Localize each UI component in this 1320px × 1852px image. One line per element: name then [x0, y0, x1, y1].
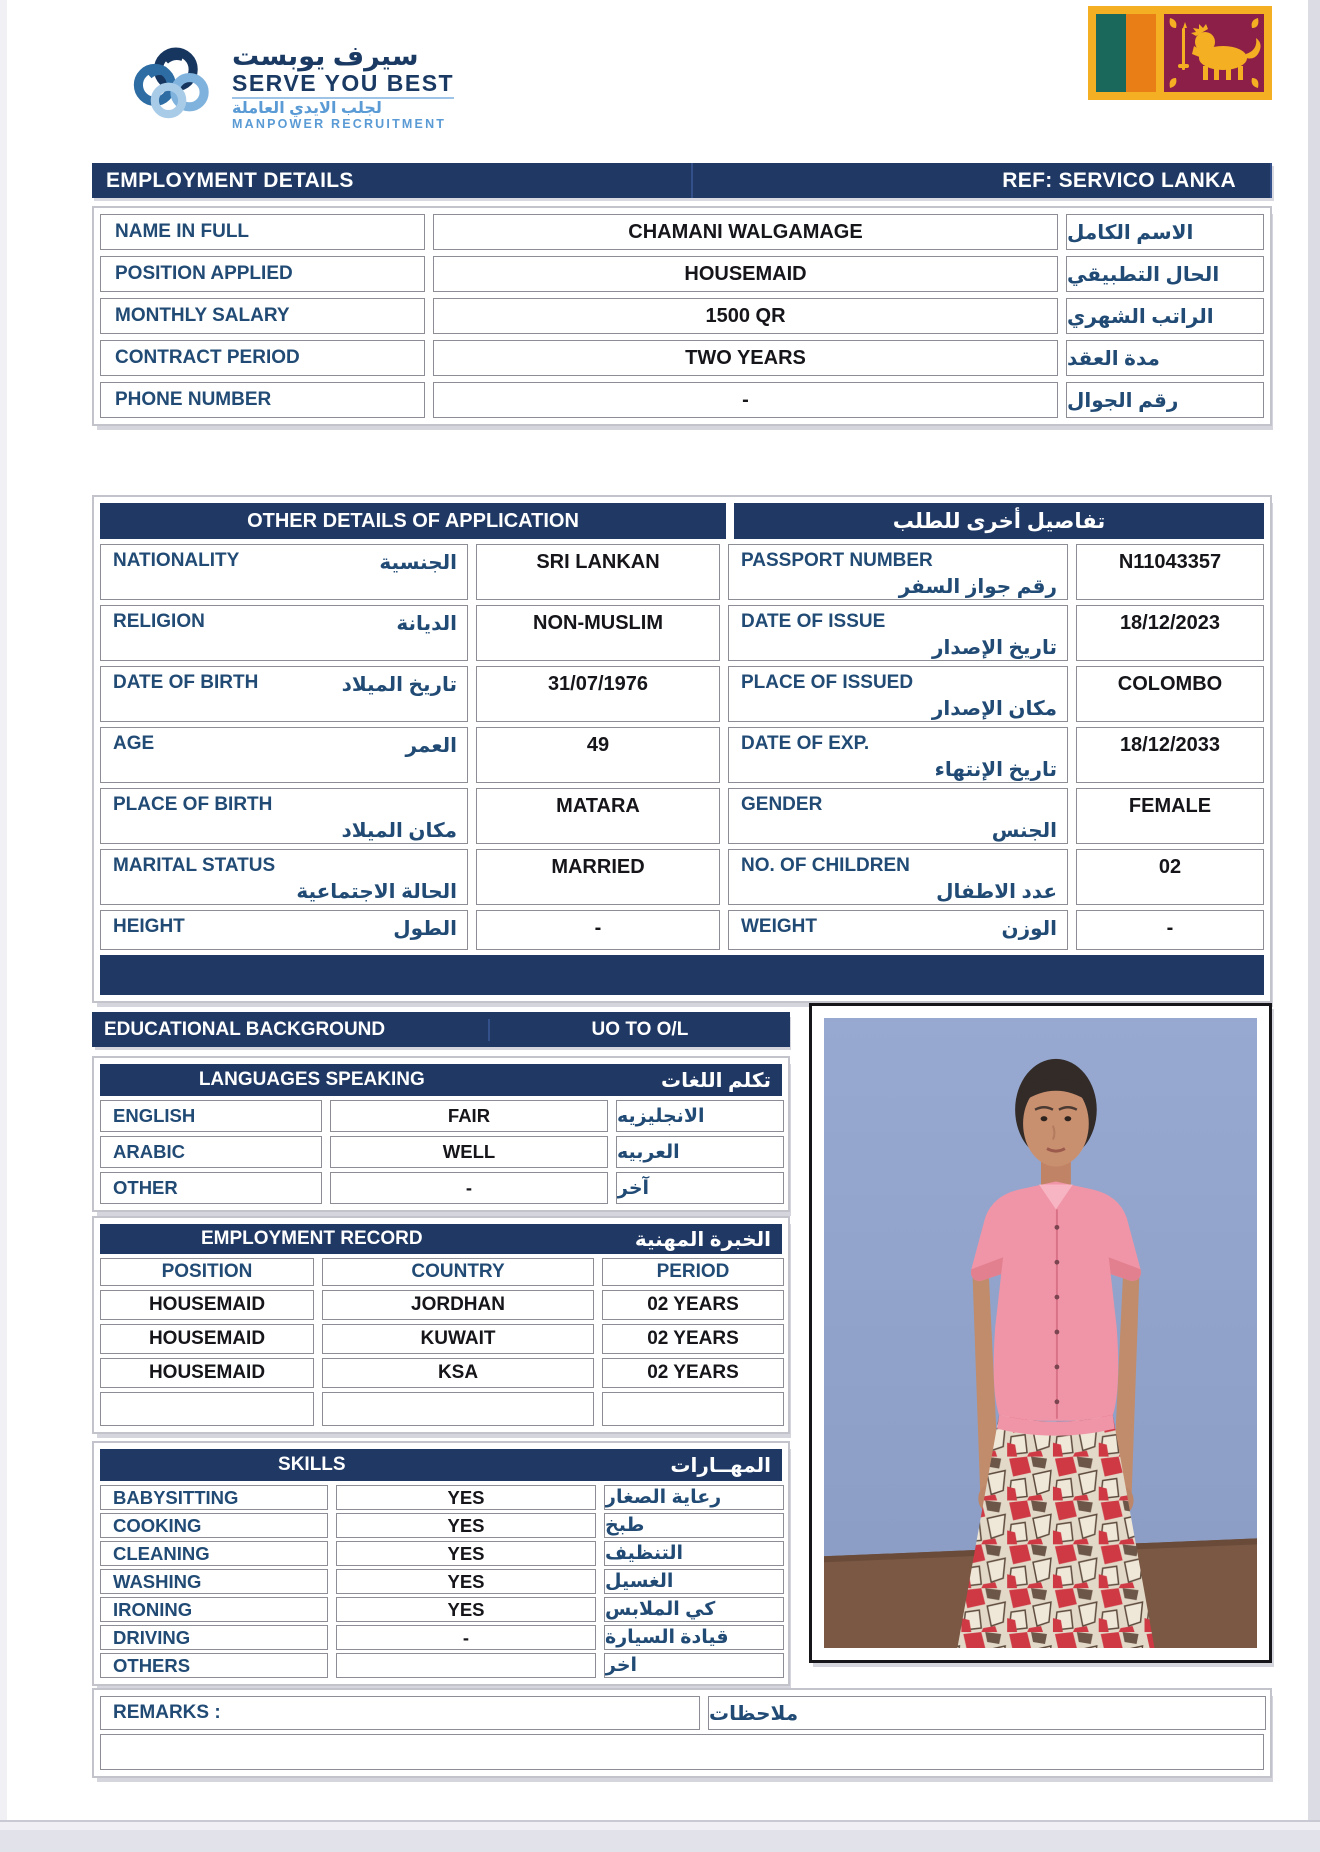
record-position: HOUSEMAID	[100, 1290, 314, 1320]
record-position: HOUSEMAID	[100, 1358, 314, 1388]
row-value: TWO YEARS	[433, 340, 1058, 376]
field-date-of-issue-value: 18/12/2023	[1076, 605, 1264, 661]
applicant-photo	[809, 1003, 1272, 1663]
remarks-arabic-label: ملاحظات	[708, 1696, 1266, 1730]
field-religion: RELIGION الديانة	[100, 605, 468, 661]
field-date-of-birth: DATE OF BIRTH تاريخ الميلاد	[100, 666, 468, 722]
employment-details-bar	[92, 163, 1272, 198]
scan-edge-left	[0, 0, 7, 1852]
column-header-position: POSITION	[100, 1258, 314, 1286]
field-gender: GENDER الجنس	[728, 788, 1068, 844]
row-value: -	[433, 382, 1058, 418]
skills-table	[92, 1441, 790, 1686]
sri-lanka-flag-icon	[1088, 6, 1272, 100]
field-height-value: -	[476, 910, 720, 950]
row-value: CHAMANI WALGAMAGE	[433, 214, 1058, 250]
field-nationality: NATIONALITY الجنسية	[100, 544, 468, 600]
record-country	[322, 1392, 594, 1426]
record-period	[602, 1392, 784, 1426]
record-position: HOUSEMAID	[100, 1324, 314, 1354]
navy-divider-strip	[100, 955, 1264, 995]
record-position	[100, 1392, 314, 1426]
field-passport-number: PASSPORT NUMBER رقم جواز السفر	[728, 544, 1068, 600]
skill-name: WASHING	[100, 1569, 328, 1594]
section-title-english: OTHER DETAILS OF APPLICATION	[100, 503, 726, 539]
remarks-label: REMARKS :	[100, 1696, 700, 1730]
field-date-of-birth-value: 31/07/1976	[476, 666, 720, 722]
remarks-table	[92, 1688, 1272, 1778]
column-header-period: PERIOD	[602, 1258, 784, 1286]
skill-arabic: قيادة السيارة	[604, 1625, 784, 1650]
language-level: -	[330, 1172, 608, 1204]
skills-title-english: SKILLS	[278, 1454, 346, 1475]
skill-arabic: كي الملابس	[604, 1597, 784, 1622]
field-weight-value: -	[1076, 910, 1264, 950]
field-age-value: 49	[476, 727, 720, 783]
row-label: CONTRACT PERIOD	[100, 340, 425, 376]
language-level: WELL	[330, 1136, 608, 1168]
employment-details-table	[92, 206, 1272, 426]
employment-record-title-english: EMPLOYMENT RECORD	[200, 1228, 423, 1249]
row-arabic-label: الاسم الكامل	[1066, 214, 1264, 250]
row-value: HOUSEMAID	[433, 256, 1058, 292]
field-place-of-birth-value: MATARA	[476, 788, 720, 844]
field-gender-value: FEMALE	[1076, 788, 1264, 844]
languages-title-arabic: تكلم اللغات	[661, 1069, 771, 1092]
row-arabic-label: الراتب الشهري	[1066, 298, 1264, 334]
field-date-of-issue: DATE OF ISSUE تاريخ الإصدار	[728, 605, 1068, 661]
languages-title-english: LANGUAGES SPEAKING	[198, 1069, 425, 1090]
skill-value: YES	[336, 1513, 596, 1538]
other-details-table	[92, 495, 1272, 1003]
column-header-country: COUNTRY	[322, 1258, 594, 1286]
record-period: 02 YEARS	[602, 1290, 784, 1320]
field-weight: WEIGHT الوزن	[728, 910, 1068, 950]
section-title-arabic: تفاصيل أخرى للطلب	[734, 503, 1264, 539]
skill-value: YES	[336, 1569, 596, 1594]
field-no-of-children: NO. OF CHILDREN عدد الاطفال	[728, 849, 1068, 905]
skills-title-arabic: المهــارات	[670, 1454, 771, 1477]
skill-name: IRONING	[100, 1597, 328, 1622]
record-country: KSA	[322, 1358, 594, 1388]
record-country: KUWAIT	[322, 1324, 594, 1354]
logo-arabic-tagline: لجلب الايدي العاملة	[232, 99, 382, 117]
language-level: FAIR	[330, 1100, 608, 1132]
field-marital-status-value: MARRIED	[476, 849, 720, 905]
skill-name: OTHERS	[100, 1653, 328, 1678]
row-label: NAME IN FULL	[100, 214, 425, 250]
field-date-of-exp-value: 18/12/2033	[1076, 727, 1264, 783]
skill-value: YES	[336, 1597, 596, 1622]
skill-name: BABYSITTING	[100, 1485, 328, 1510]
skill-name: CLEANING	[100, 1541, 328, 1566]
skill-value: YES	[336, 1541, 596, 1566]
field-place-of-birth: PLACE OF BIRTH مكان الميلاد	[100, 788, 468, 844]
language-name: ENGLISH	[100, 1100, 322, 1132]
field-no-of-children-value: 02	[1076, 849, 1264, 905]
skill-arabic: اخر	[604, 1653, 784, 1678]
field-nationality-value: SRI LANKAN	[476, 544, 720, 600]
employment-record-table	[92, 1216, 790, 1434]
row-label: PHONE NUMBER	[100, 382, 425, 418]
languages-table	[92, 1056, 790, 1212]
language-arabic: الانجليزيه	[616, 1100, 784, 1132]
employment-record-title-arabic: الخبرة المهنية	[634, 1228, 771, 1251]
field-height: HEIGHT الطول	[100, 910, 468, 950]
logo-english-name: SERVE YOU BEST	[232, 71, 454, 99]
skill-arabic: التنظيف	[604, 1541, 784, 1566]
skill-name: COOKING	[100, 1513, 328, 1538]
row-arabic-label: مدة العقد	[1066, 340, 1264, 376]
reference-label: REF: SERVICO LANKA	[693, 163, 1272, 198]
field-date-of-exp: DATE OF EXP. تاريخ الإنتهاء	[728, 727, 1068, 783]
field-place-of-issued: PLACE OF ISSUED مكان الإصدار	[728, 666, 1068, 722]
record-period: 02 YEARS	[602, 1324, 784, 1354]
education-label: EDUCATIONAL BACKGROUND	[92, 1019, 490, 1041]
educational-background-bar	[92, 1012, 790, 1047]
company-logo	[128, 42, 454, 131]
field-place-of-issued-value: COLOMBO	[1076, 666, 1264, 722]
skill-value: -	[336, 1625, 596, 1650]
row-label: POSITION APPLIED	[100, 256, 425, 292]
row-arabic-label: رقم الجوال	[1066, 382, 1264, 418]
record-country: JORDHAN	[322, 1290, 594, 1320]
skill-name: DRIVING	[100, 1625, 328, 1650]
language-arabic: العربيه	[616, 1136, 784, 1168]
skill-value	[336, 1653, 596, 1678]
language-name: OTHER	[100, 1172, 322, 1204]
language-arabic: آخر	[616, 1172, 784, 1204]
skill-arabic: طبخ	[604, 1513, 784, 1538]
field-passport-number-value: N11043357	[1076, 544, 1264, 600]
row-arabic-label: الحال التطبيقي	[1066, 256, 1264, 292]
skill-arabic: الغسيل	[604, 1569, 784, 1594]
knot-logo-icon	[128, 42, 220, 131]
page-title: EMPLOYMENT DETAILS	[92, 163, 693, 198]
skill-value: YES	[336, 1485, 596, 1510]
row-label: MONTHLY SALARY	[100, 298, 425, 334]
field-religion-value: NON-MUSLIM	[476, 605, 720, 661]
education-value: UO TO O/L	[591, 1018, 689, 1040]
language-name: ARABIC	[100, 1136, 322, 1168]
field-age: AGE العمر	[100, 727, 468, 783]
remarks-empty-field	[100, 1734, 1264, 1770]
field-marital-status: MARITAL STATUS الحالة الاجتماعية	[100, 849, 468, 905]
skill-arabic: رعاية الصغار	[604, 1485, 784, 1510]
logo-arabic-name: سيرف يوبست	[232, 41, 419, 72]
record-period: 02 YEARS	[602, 1358, 784, 1388]
row-value: 1500 QR	[433, 298, 1058, 334]
scan-edge-bottom	[0, 1820, 1320, 1852]
scan-edge-right	[1308, 0, 1320, 1852]
logo-english-tagline: MANPOWER RECRUITMENT	[232, 116, 447, 131]
